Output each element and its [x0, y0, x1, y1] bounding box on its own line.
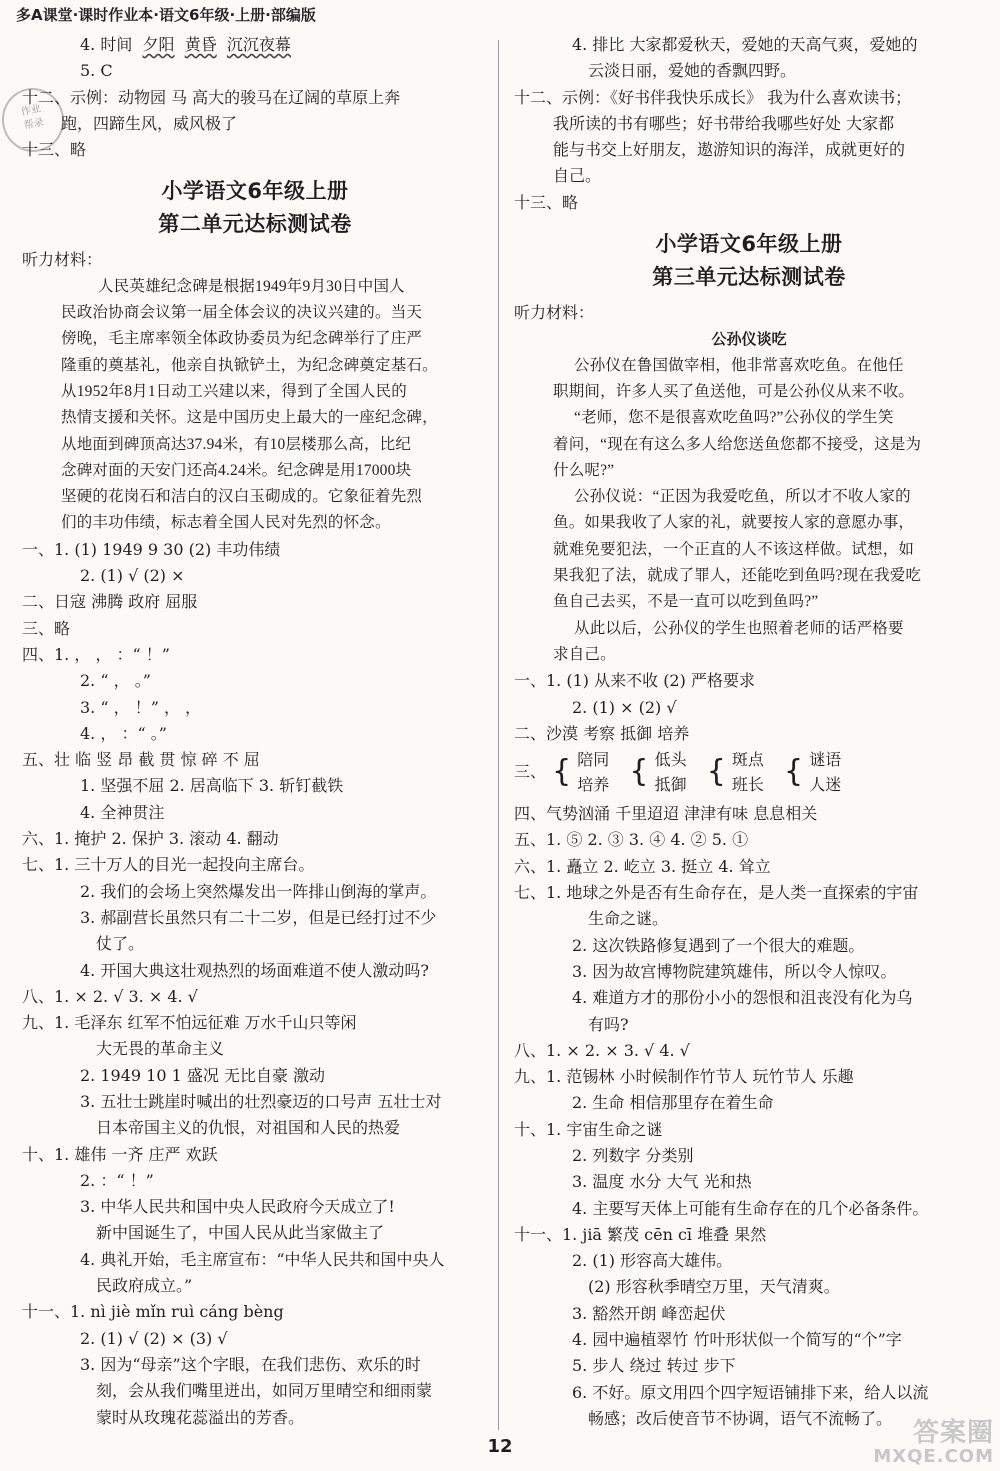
answer-line: 4. ， ：“ 。”	[80, 723, 167, 743]
answer-line: 2. (1) √ (2) ×	[80, 566, 185, 586]
passage-line: 从1952年8月1日动工兴建以来，得到了全国人民的	[61, 382, 408, 400]
unit3-title-line1: 小学语文6年级上册	[655, 232, 843, 257]
answer-line: 三、略	[22, 618, 71, 638]
passage-line: 鱼自己去买，不是一直可以吃到鱼吗?”	[553, 593, 819, 611]
stamp-line-1: 作业	[20, 103, 42, 119]
brace-item: 人迷	[809, 775, 842, 795]
answer-line: 能与书交上好朋友，遨游知识的海洋，成就更好的	[553, 140, 906, 160]
answer-line: 刻，会从我们嘴里迸出，如同万里晴空和细雨蒙	[96, 1381, 433, 1401]
answer-line: 4. 难道方才的那份小小的怨恨和沮丧没有化为乌	[572, 988, 913, 1008]
answer-line: 6. 不好。原文用四个四字短语铺排下来，给人以流	[572, 1382, 929, 1402]
unit2-passage	[22, 274, 488, 537]
passage-line: 隆重的奠基礼，他亲自执锨铲土，为纪念碑奠定基石。	[61, 356, 438, 374]
answer-line: 3. 因为“母亲”这个字眼，在我们悲伤、欢乐的时	[80, 1354, 421, 1374]
passage-line: 人民英雄纪念碑是根据1949年9月30日中国人	[98, 277, 405, 295]
answer-line: 六、1. 掩护 2. 保护 3. 滚动 4. 翻动	[22, 829, 279, 849]
answer-line: 2. 生命 相信那里存在着生命	[572, 1093, 774, 1113]
answer-line: 4. 园中遍植翠竹 竹叶形状似一个简写的“个”字	[572, 1330, 902, 1350]
passage-line: 什么呢?”	[553, 461, 615, 479]
left-brace-icon: {	[706, 754, 726, 790]
brace-label: 三、	[514, 762, 547, 782]
brace-group	[809, 747, 841, 797]
brace-group	[732, 747, 764, 797]
book-header: 多A课堂·课时作业本·语文6年级·上册·部编版	[16, 6, 316, 24]
answer-line: 民政府成立。”	[96, 1276, 193, 1296]
answer-line: 云淡日丽，爱她的香飘四野。	[588, 61, 797, 81]
answer-line: 1. 坚强不屈 2. 居高临下 3. 斩钉截铁	[80, 776, 344, 796]
answer-line: 2. 1949 10 1 盛况 无比自豪 激动	[80, 1065, 326, 1085]
answer-line: 5. 步人 绕过 转过 步下	[572, 1356, 736, 1376]
watermark-main: 答案圈	[912, 1418, 994, 1448]
answer-line: 八、1. × 2. √ 3. × 4. √	[22, 986, 198, 1006]
answer-line: 九、1. 范锡林 小时候制作竹节人 玩竹节人 乐趣	[514, 1067, 854, 1087]
answer-line: 十、1. 雄伟 一齐 庄严 欢跃	[22, 1144, 218, 1164]
brace-item: 斑点	[731, 750, 764, 770]
story-title: 公孙仪谈吃	[711, 330, 787, 349]
answer-line: 2. (1) 形容高大雄伟。	[572, 1251, 733, 1271]
brace-item: 陪同	[577, 750, 610, 770]
right-column	[514, 32, 984, 1432]
answer-line: 跑，四蹄生风，威风极了	[61, 113, 238, 133]
answer-line: 5. C	[80, 61, 113, 81]
answer-line: 七、1. 地球之外是否有生命存在，是人类一直探索的宇宙	[514, 883, 919, 903]
column-divider	[498, 40, 499, 1430]
answer-line: 4. 排比 大家都爱秋天，爱她的天高气爽，爱她的	[572, 35, 918, 54]
brace-item: 谜语	[809, 750, 842, 770]
left-brace-icon: {	[784, 754, 804, 790]
answer-line: 4. 主要写天体上可能有生命存在的几个必备条件。	[572, 1198, 929, 1218]
unit2-answers	[22, 537, 488, 1431]
answer-line: 3. 豁然开朗 峰峦起伏	[572, 1303, 726, 1323]
passage-line: 果我犯了法，就成了罪人，还能吃到鱼吗?现在我爱吃	[553, 567, 922, 585]
answer-line: 四、1. ， ， ：“ ！”	[22, 644, 170, 664]
answer-line: 2. (1) × (2) √	[572, 697, 677, 717]
watermark-site: MXQE.COM	[873, 1446, 994, 1467]
page-number: 12	[487, 1436, 513, 1457]
answer-line: 四、气势汹涌 千里迢迢 津津有味 息息相关	[514, 804, 818, 824]
site-watermark	[798, 1418, 994, 1466]
brace-group	[577, 747, 609, 797]
answer-line: 4. 典礼开始，毛主席宣布：“中华人民共和国中央人	[80, 1249, 445, 1269]
passage-line: 鱼。如果我收了人家的礼，就要按人家的意愿办事，	[553, 514, 915, 532]
answer-line: 4. 时间 夕阳 黄昏 沉沉夜幕	[80, 35, 291, 54]
passage-line: “老师，您不是很喜欢吃鱼吗?”公孙仪的学生笑	[574, 409, 894, 427]
answer-line: 蒙时从玫瑰花蕊溢出的芳香。	[96, 1407, 305, 1427]
answer-line: 五、1. ⑤ 2. ③ 3. ④ 4. ② 5. ①	[514, 830, 749, 850]
unit3-title-line2: 第三单元达标测试卷	[652, 265, 846, 290]
answer-line: 二、日寇 沸腾 政府 屈服	[22, 592, 198, 612]
stamp-line-2: 帮录	[23, 116, 45, 132]
unit2-title-line1: 小学语文6年级上册	[161, 179, 349, 204]
answer-line: 十、1. 宇宙生命之谜	[514, 1119, 663, 1139]
answer-line: 3. 温度 水分 大气 光和热	[572, 1172, 752, 1192]
brace-item: 培养	[577, 775, 610, 795]
left-brace-icon: {	[629, 754, 649, 790]
left-column	[22, 32, 488, 1431]
answer-line: 我所读的书有哪些；好书带给我哪些好处 大家都	[553, 113, 895, 133]
passage-line: 傍晚，毛主席率领全体政协委员为纪念碑举行了庄严	[61, 330, 423, 348]
passage-line: 坚硬的花岗石和洁白的汉白玉砌成的。它象征着先烈	[61, 488, 423, 506]
passage-line: 从地面到碑顶高达37.94米，有10层楼那么高，比纪	[61, 435, 412, 453]
answer-line: (2) 形容秋季晴空万里，天气清爽。	[588, 1277, 840, 1297]
brace-item: 班长	[731, 775, 764, 795]
answer-line: 4. 开国大典这壮观热烈的场面难道不使人激动吗?	[80, 960, 429, 980]
passage-line: 热情支援和关怀。这是中国历史上最大的一座纪念碑，	[61, 409, 438, 427]
listening-label: 听力材料：	[22, 250, 103, 270]
answer-line: 十二、示例：动物园 马 高大的骏马在辽阔的草原上奔	[22, 87, 401, 107]
answer-line: 4. 全神贯注	[80, 802, 165, 822]
answer-line: 十三、略	[514, 192, 579, 212]
answer-line: 3. 中华人民共和国中央人民政府今天成立了!	[80, 1197, 395, 1217]
answer-line: 2. 这次铁路修复遇到了一个很大的难题。	[572, 935, 865, 955]
brace-group	[655, 747, 687, 797]
answer-line: 五、壮 临 竖 昂 截 贯 惊 碎 不 屈	[22, 750, 260, 770]
answer-line: 八、1. × 2. × 3. √ 4. √	[514, 1040, 690, 1060]
passage-line: 职期间，许多人买了鱼送他，可是公孙仪从来不收。	[553, 382, 915, 400]
answer-line: 3. 五壮士跳崖时喊出的壮烈豪迈的口号声 五壮士对	[80, 1091, 442, 1111]
answer-line: 大无畏的革命主义	[96, 1039, 225, 1059]
answer-line: 2. 列数字 分类别	[572, 1145, 694, 1165]
passage-line: 们的丰功伟绩，标志着全国人民对先烈的怀念。	[61, 514, 391, 532]
answer-line: 3. 因为故宫博物院建筑雄伟，所以令人惊叹。	[572, 961, 897, 981]
answer-line: 十二、示例：《好书伴我快乐成长》 我为什么喜欢读书；	[514, 87, 912, 107]
brace-item: 抵御	[654, 775, 687, 795]
passage-line: 从此以后，公孙仪的学生也照着老师的话严格要	[574, 619, 904, 637]
answer-line: 3. “ ， ！” ， ，	[80, 697, 202, 717]
answer-line: 生命之谜。	[588, 909, 669, 929]
answer-line: 新中国诞生了，中国人民从此当家做主了	[96, 1223, 385, 1243]
answer-line: 六、1. 矗立 2. 屹立 3. 挺立 4. 耸立	[514, 856, 771, 876]
unit3-passage	[514, 353, 984, 669]
answer-line: 自己。	[553, 166, 602, 186]
unit3-answers	[514, 668, 984, 1432]
answer-line: 日本帝国主义的仇恨，对祖国和人民的热爱	[96, 1118, 401, 1138]
unit2-title-line2: 第二单元达标测试卷	[158, 212, 352, 237]
answer-line: 十一、1. nì jiè mǐn ruì cáng bèng	[22, 1302, 284, 1322]
answer-line: 2. (1) √ (2) × (3) √	[80, 1328, 228, 1348]
passage-line: 就难免要犯法，一个正直的人不该这样做。试想，如	[553, 540, 915, 558]
passage-line: 公孙仪在鲁国做宰相，他非常喜欢吃鱼。在他任	[574, 356, 904, 374]
answer-line: 九、1. 毛泽东 红军不怕远征难 万水千山只等闲	[22, 1013, 357, 1033]
answer-line: 仗了。	[96, 934, 145, 954]
passage-line: 念碑对面的天安门还高4.24米。纪念碑是用17000块	[61, 461, 412, 479]
answer-line: 2. 我们的会场上突然爆发出一阵排山倒海的掌声。	[80, 881, 437, 901]
passage-line: 民政治协商会议第一届全体会议的决议兴建的。当天	[61, 304, 423, 322]
answer-line: 一、1. (1) 1949 9 30 (2) 丰功伟绩	[22, 539, 281, 559]
answer-line: 有吗?	[588, 1014, 629, 1034]
answer-line: 一、1. (1) 从来不收 (2) 严格要求	[514, 671, 755, 691]
passage-line: 着问，“现在有这么多人给您送鱼您都不接受，这是为	[553, 435, 922, 453]
answer-line: 二、沙漠 考察 抵御 培养	[514, 723, 690, 743]
left-brace-icon: {	[552, 754, 572, 790]
answer-line: 3. 郝副营长虽然只有二十二岁，但是已经打过不少	[80, 907, 437, 927]
listening-label: 听力材料：	[514, 303, 595, 323]
answer-line: 十三、略	[22, 140, 87, 160]
passage-line: 求自己。	[553, 645, 616, 663]
answer-line: 七、1. 三十万人的目光一起投向主席台。	[22, 855, 315, 875]
answer-line: 2. “ ， 。”	[80, 671, 151, 691]
brace-answer-row	[514, 747, 984, 801]
passage-line: 公孙仪说：“正因为我爱吃鱼，所以才不收人家的	[574, 488, 911, 506]
answer-line: 十一、1. jiā 繁茂 cēn cī 堆叠 果然	[514, 1224, 767, 1244]
brace-item: 低头	[654, 750, 687, 770]
answer-line: 畅感；改后使音节不协调，语气不流畅了。	[588, 1408, 893, 1428]
answer-line: 2. ：“ ！”	[80, 1170, 154, 1190]
